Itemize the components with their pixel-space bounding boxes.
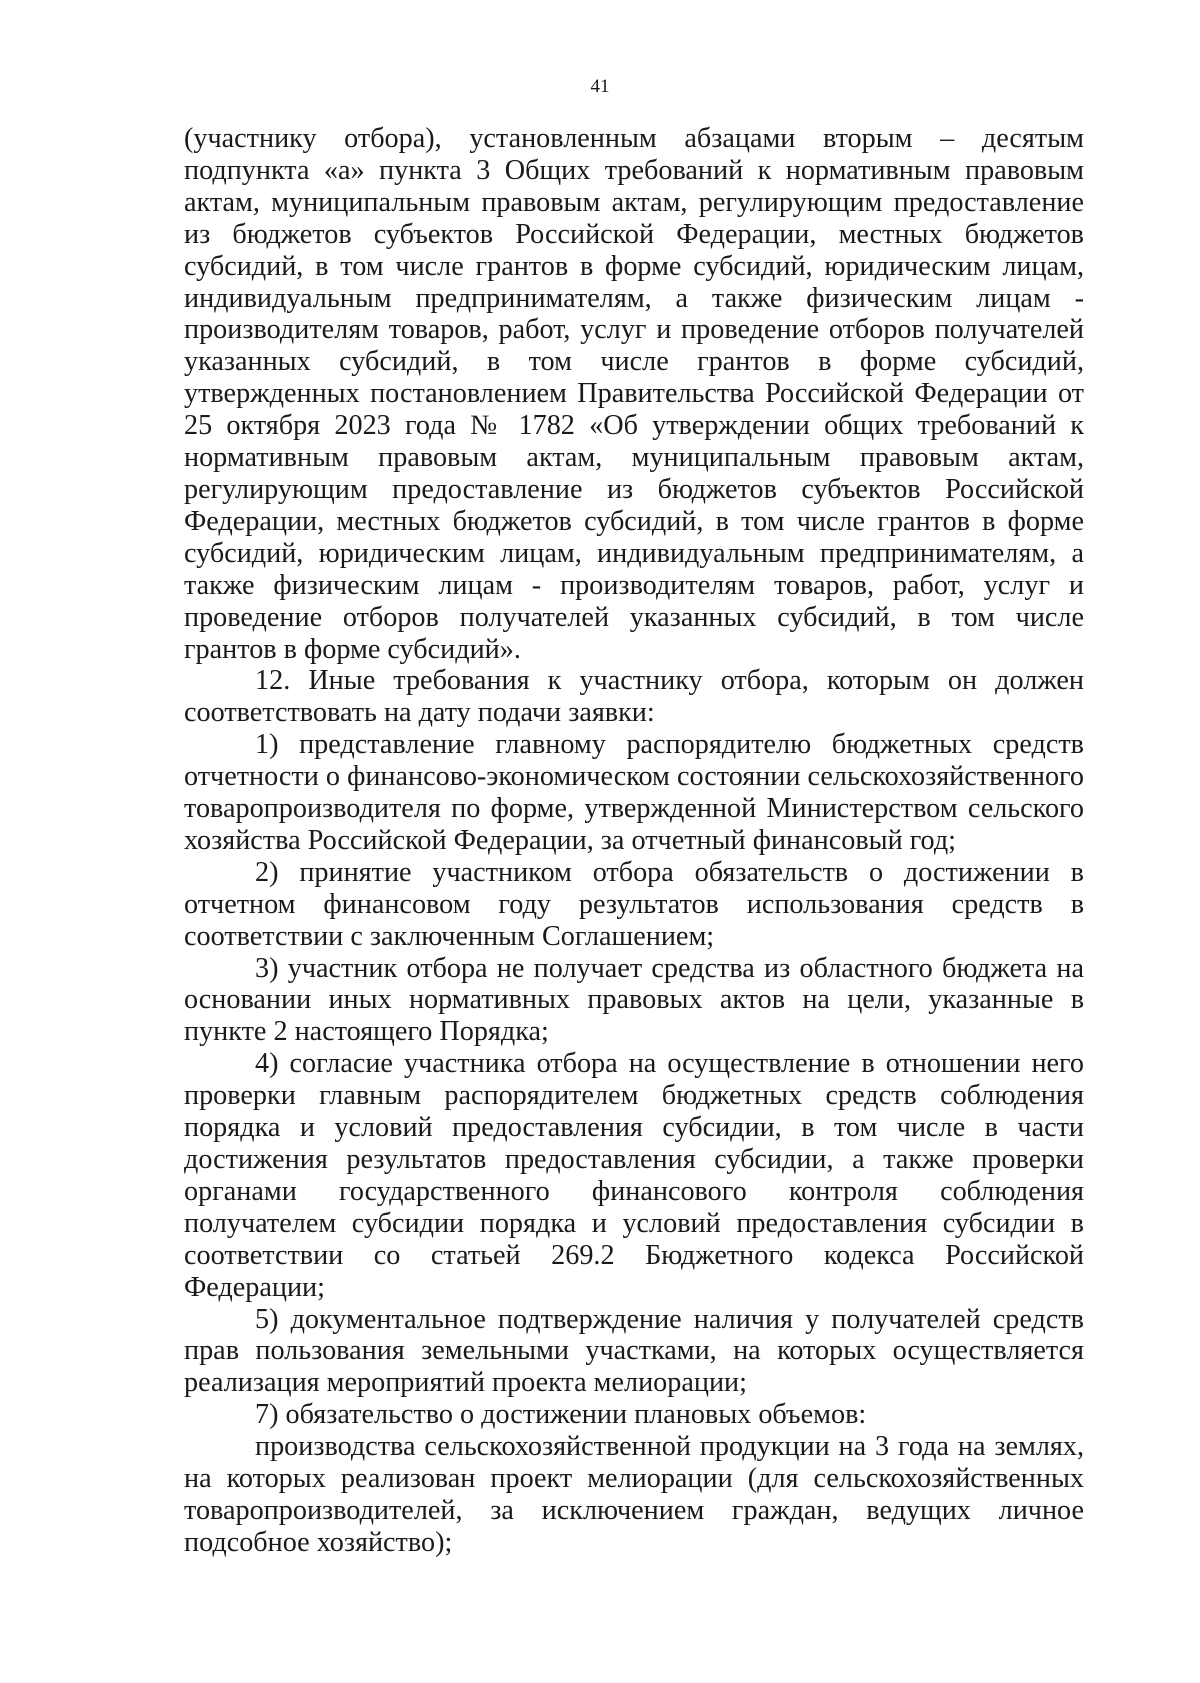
page-number: 41 bbox=[590, 76, 610, 97]
list-item-7-production: производства сельскохозяйственной продукции на 3 года на землях, на которых реализован проект мелиорации (для сельскохозяйственных товаропроизводителей, за исключением граждан, ведущих личное подсобное хозяйство); bbox=[184, 1431, 1084, 1558]
list-item-5: 5) документальное подтверждение наличия у получателей средств прав пользования земельными участками, на которых осуществляется реализация мероприятий проекта мелиорации; bbox=[184, 1303, 1084, 1399]
list-item-7: 7) обязательство о достижении плановых объемов: bbox=[255, 1399, 867, 1431]
document-body bbox=[184, 123, 1084, 1559]
paragraph-continuation-requirements: (участнику отбора), установленным абзацами вторым – десятым подпункта «а» пункта 3 Общих требований к нормативным правовым актам, муниципальным правовым актам, регулирующим предоставление из бюджетов субъектов Российской Федерации, местных бюджетов субсидий, в том числе грантов в форме субсидий, юридическим лицам, индивидуальным предпринимателям, а также физическим лицам - производителям товаров, работ, услуг и проведение отборов получателей указанных субсидий, в том числе грантов в форме субсидий, утвержденных постановлением Правительства Российской Федерации от 25 октября 2023 года № 1782 «Об утверждении общих требований к нормативным правовым актам, муниципальным правовым актам, регулирующим предоставление из бюджетов субъектов Российской Федерации, местных бюджетов субсидий, в том числе грантов в форме субсидий, юридическим лицам, индивидуальным предпринимателям, а также физическим лицам - производителям товаров, работ, услуг и проведение отборов получателей указанных субсидий, в том числе грантов в форме субсидий». bbox=[184, 123, 1084, 665]
list-item-2: 2) принятие участником отбора обязательств о достижении в отчетном финансовом году результатов использования средств в соответствии с заключенным Соглашением; bbox=[184, 856, 1084, 952]
list-item-1: 1) представление главному распорядителю бюджетных средств отчетности о финансово-экономическом состоянии сельскохозяйственного товаропроизводителя по форме, утвержденной Министерством сельского хозяйства Российской Федерации, за отчетный финансовый год; bbox=[184, 729, 1084, 856]
paragraph-item-12: 12. Иные требования к участнику отбора, которым он должен соответствовать на дату подачи заявки: bbox=[184, 665, 1084, 729]
list-item-3: 3) участник отбора не получает средства из областного бюджета на основании иных нормативных правовых актов на цели, указанные в пункте 2 настоящего Порядка; bbox=[184, 952, 1084, 1048]
list-item-4: 4) согласие участника отбора на осуществление в отношении него проверки главным распорядителем бюджетных средств соблюдения порядка и условий предоставления субсидии, в том числе в части достижения результатов предоставления субсидии, а также проверки органами государственного финансового контроля соблюдения получателем субсидии порядка и условий предоставления субсидии в соответствии со статьей 269.2 Бюджетного кодекса Российской Федерации; bbox=[184, 1048, 1084, 1303]
